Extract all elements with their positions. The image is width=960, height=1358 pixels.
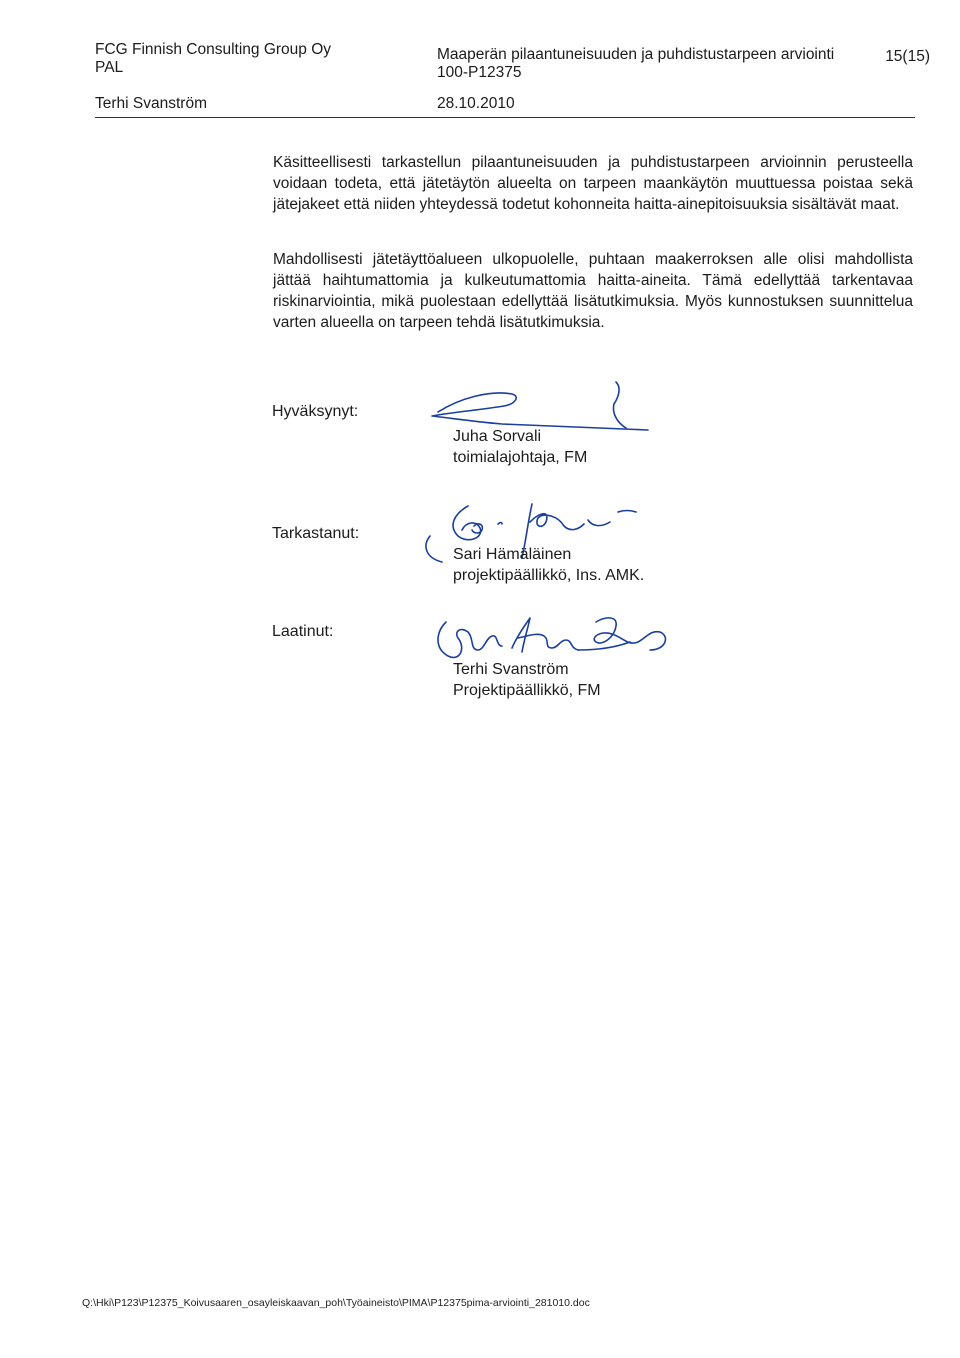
signature-name-checked: Sari Hämäläinen — [453, 546, 572, 563]
signature-label-prepared: Laatinut: — [272, 623, 334, 640]
company-unit: PAL — [95, 59, 124, 76]
signature-label-checked: Tarkastanut: — [272, 525, 360, 542]
header-company — [95, 41, 331, 77]
document-title: Maaperän pilaantuneisuuden ja puhdistustarpeen arviointi — [437, 46, 835, 63]
signature-role-checked: projektipäällikkö, Ins. AMK. — [453, 567, 645, 584]
body-paragraph-2: Mahdollisesti jätetäyttöalueen ulkopuolelle, puhtaan maakerroksen alle olisi mahdollista jättää haihtumattomia ja kulkeutumattomia haitta-aineita. Tämä edellyttää tarkentavaa riskinarviointia, mikä puolestaan edellyttää lisätutkimuksia. Myös kunnostuksen suunnittelua varten alueella on tarpeen tehdä lisätutkimuksia. — [273, 251, 913, 331]
header-date: 28.10.2010 — [437, 95, 515, 112]
signature-role-prepared: Projektipäällikkö, FM — [453, 682, 601, 699]
page-number: 15(15) — [885, 48, 930, 65]
signature-label-approved: Hyväksynyt: — [272, 403, 359, 420]
header-title — [437, 46, 834, 82]
body-paragraph-1: Käsitteellisesti tarkastellun pilaantuneisuuden ja puhdistustarpeen arvioinnin perusteella voidaan todeta, että jätetäytön alueelta on tarpeen maankäytön muuttuessa poistaa sekä jätejakeet että niiden yhteydessä todetut kohonneita haitta-ainepitoisuuksia sisältävät maat. — [273, 154, 913, 213]
header-author: Terhi Svanström — [95, 95, 207, 112]
footer-file-path: Q:\Hki\P123\P12375_Koivusaaren_osayleiskaavan_poh\Työaineisto\PIMA\P12375pima-arviointi_281010.doc — [82, 1297, 590, 1309]
signature-role-approved: toimialajohtaja, FM — [453, 449, 588, 466]
signature-prepared-scribble — [420, 608, 690, 668]
signature-name-approved: Juha Sorvali — [453, 428, 542, 445]
header-divider — [95, 117, 915, 118]
company-name: FCG Finnish Consulting Group Oy — [95, 41, 332, 58]
signature-name-prepared: Terhi Svanström — [453, 661, 569, 678]
project-number: 100-P12375 — [437, 64, 522, 81]
